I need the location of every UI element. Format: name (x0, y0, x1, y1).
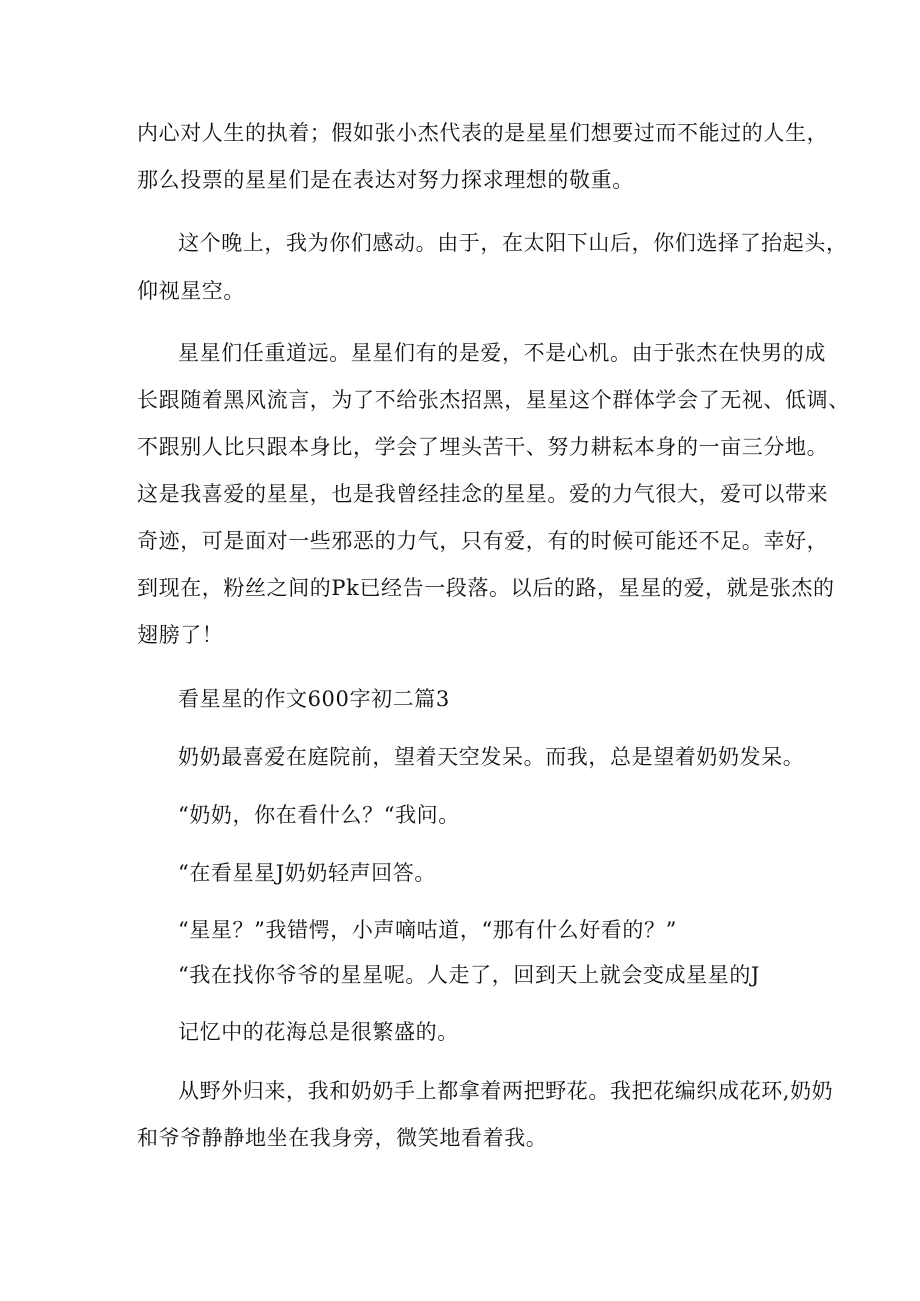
paragraph-start-line: 从野外归来，我和奶奶手上都拿着两把野花。我把花编织成花环,奶奶 (178, 1079, 834, 1103)
text-line: 内心对人生的执着；假如张小杰代表的是星星们想要过而不能过的人生， (137, 121, 829, 145)
text-line: 长跟随着黑风流言，为了不给张杰招黑，星星这个群体学会了无视、低调、 (137, 388, 850, 412)
paragraph-start-line: 这个晚上，我为你们感动。由于，在太阳下山后，你们选择了抬起头， (178, 231, 848, 255)
section-heading: 看星星的作文600字初二篇3 (178, 687, 450, 711)
text-line: 翅膀了！ (137, 623, 224, 647)
text-line: 到现在，粉丝之间的Pk已经告一段落。以后的路，星星的爱，就是张杰的 (137, 576, 835, 600)
paragraph-start-line: 记忆中的花海总是很繁盛的。 (178, 1020, 459, 1044)
text-line: 和爷爷静静地坐在我身旁，微笑地看着我。 (137, 1126, 548, 1150)
text-line: 不跟别人比只跟本身比，学会了埋头苦干、努力耕耘本身的一亩三分地。 (137, 435, 829, 459)
text-line: 奇迹，可是面对一些邪恶的力气，只有爱，有的时候可能还不足。幸好， (137, 529, 829, 553)
paragraph-start-line: 奶奶最喜爱在庭院前，望着天空发呆。而我，总是望着奶奶发呆。 (178, 745, 805, 769)
text-line: 这是我喜爱的星星，也是我曾经挂念的星星。爱的力气很大，爱可以带来 (137, 482, 829, 506)
dialogue-line: “奶奶，你在看什么？“我问。 (178, 803, 460, 827)
dialogue-line: “星星？”我错愕，小声嘀咕道，“那有什么好看的？” (178, 918, 677, 942)
dialogue-line: “在看星星J奶奶轻声回答。 (178, 861, 436, 885)
dialogue-line: “我在找你爷爷的星星呢。人走了，回到天上就会变成星星的J (178, 963, 760, 987)
text-line: 那么投票的星星们是在表达对努力探求理想的敬重。 (137, 168, 634, 192)
text-line: 仰视星空。 (137, 279, 245, 303)
paragraph-start-line: 星星们任重道远。星星们有的是爱，不是心机。由于张杰在快男的成 (178, 341, 826, 365)
